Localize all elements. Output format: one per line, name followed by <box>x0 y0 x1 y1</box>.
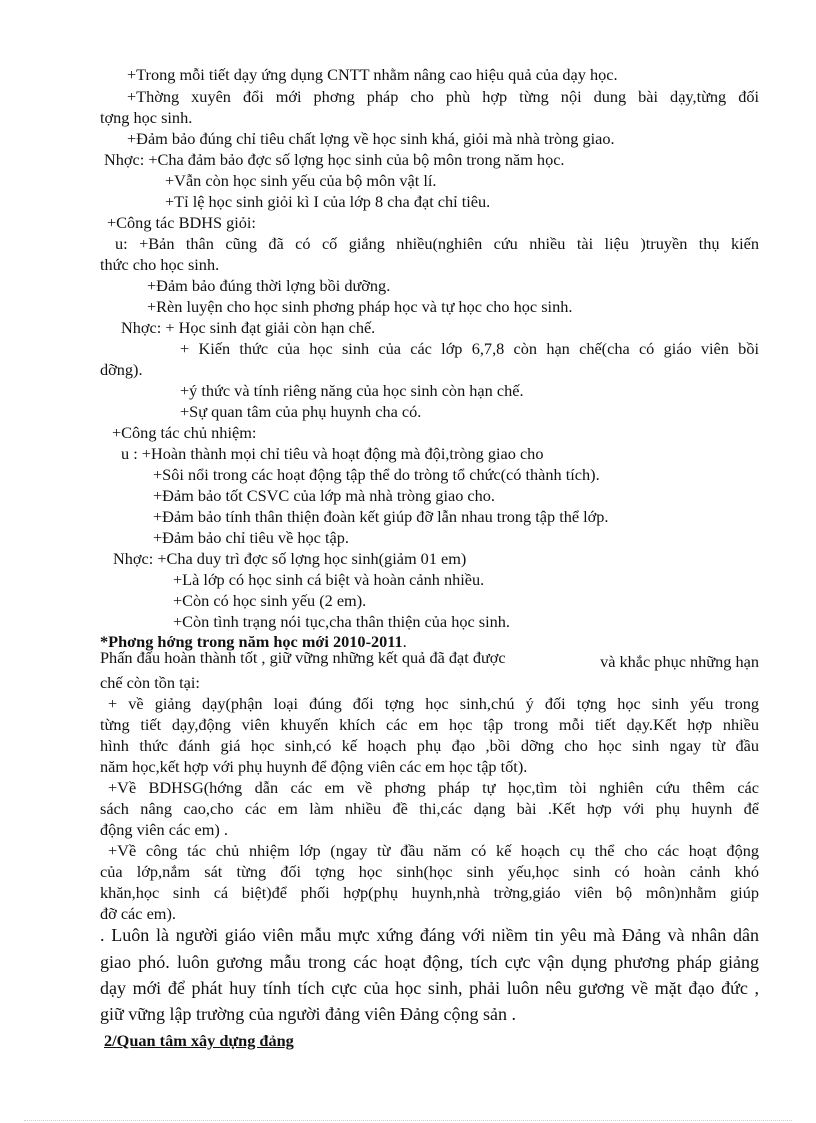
text-line: +Đảm bảo chỉ tiêu về học tập. <box>153 528 349 547</box>
text-line: động viên các em) . <box>100 820 228 839</box>
text-line: . Luôn là người giáo viên mẫu mực xứng đáng với niềm tin yêu mà Đảng và nhân dân <box>100 925 759 945</box>
text-line: +Đảm bảo đúng chỉ tiêu chất lợng về học sinh khá, giỏi mà nhà tròng giao. <box>127 129 615 148</box>
text-line: +Đảm bảo tính thân thiện đoàn kết giúp đỡ lẫn nhau trong tập thể lớp. <box>153 507 609 526</box>
text-line: Nhợc: +Cha đảm bảo đợc số lợng học sinh của bộ môn trong năm học. <box>104 150 565 169</box>
text-line: +Là lớp có học sinh cá biệt và hoàn cảnh nhiều. <box>173 570 485 589</box>
text-line: u : +Hoàn thành mọi chỉ tiêu và hoạt động mà đội,tròng giao cho <box>121 444 544 463</box>
text-line: đỡ các em). <box>100 904 176 923</box>
text-line: + về giảng dạy(phận loại đúng đối tợng học sinh,chú ý đối tợng học sinh yếu trong <box>108 694 759 713</box>
text-segment: và khắc phục những hạn <box>600 652 759 671</box>
text-line: u: +Bản thân cũng đã có cố giắng nhiều(nghiên cứu nhiều tài liệu )truyền thụ kiến <box>115 234 759 253</box>
section-title: Quan tâm xây dựng đảng <box>116 1031 294 1050</box>
text-line: thức cho học sinh. <box>100 255 220 274</box>
text-line: +Công tác chủ nhiệm: <box>112 423 257 442</box>
text-line: khăn,học sinh cá biệt)để phối hợp(phụ huynh,nhà trờng,giáo viên bộ môn)nhằm giúp <box>100 883 759 902</box>
text-line: +Còn tình trạng nói tục,cha thân thiện của học sinh. <box>173 612 510 631</box>
text-line: giao phó. luôn gương mẫu trong các hoạt động, tích cực vận dụng phương pháp giảng <box>100 952 759 972</box>
text-line: +Trong mỗi tiết dạy ứng dụng CNTT nhằm nâng cao hiệu quả của dạy học. <box>127 65 618 84</box>
text-line-mixed <box>100 648 759 674</box>
text-line: +Còn có học sinh yếu (2 em). <box>173 591 367 610</box>
text-line: dạy mới để phát huy tính tích cực của học sinh, phải luôn nêu gương về mặt đạo đức , <box>100 978 759 998</box>
section-heading-text: *Phơng hớng trong năm học mới 2010-2011 <box>100 632 403 651</box>
text-line: +Về công tác chủ nhiệm lớp (ngay từ đầu năm có kế hoạch cụ thể cho các hoạt động <box>108 841 759 860</box>
text-line: hình thức đánh giá học sinh,có kế hoạch phụ đạo ,bồi dỡng cho học sinh ngay từ đầu <box>100 736 759 755</box>
page-bottom-divider <box>24 1120 792 1121</box>
section-heading-2 <box>104 1031 294 1051</box>
text-line: dỡng). <box>100 360 143 379</box>
text-line: +Thờng xuyên đổi mới phơng pháp cho phù hợp từng nội dung bài dạy,từng đối <box>127 87 759 106</box>
text-line: +Công tác BDHS giỏi: <box>107 213 256 232</box>
text-line: Nhợc: + Học sinh đạt giải còn hạn chế. <box>121 318 376 337</box>
text-line: +Sôi nổi trong các hoạt động tập thể do tròng tổ chức(có thành tích). <box>153 465 600 484</box>
section-number: 2/ <box>104 1031 117 1050</box>
text-line: năm học,kết hợp với phụ huynh để động viên các em học tập tốt). <box>100 757 528 776</box>
text-line: của lớp,nắm sát từng đối tợng học sinh(học sinh yếu,học sinh có hoàn cảnh khó <box>100 862 759 881</box>
section-heading-period: . <box>402 632 407 651</box>
text-line: +Tỉ lệ học sinh giỏi kì I của lớp 8 cha đạt chỉ tiêu. <box>165 192 491 211</box>
text-line: Nhợc: +Cha duy trì đợc số lợng học sinh(giảm 01 em) <box>113 549 467 568</box>
text-line: sách nâng cao,cho các em làm nhiều đề thi,các dạng bài .Kết hợp với phụ huynh để <box>100 799 759 818</box>
text-line: + Kiến thức của học sinh của các lớp 6,7,8 còn hạn chế(cha có giáo viên bồi <box>180 339 759 358</box>
text-line: +ý thức và tính riêng năng của học sinh còn hạn chế. <box>180 381 524 400</box>
text-line: giữ vững lập trường của người đảng viên Đảng cộng sản . <box>100 1004 516 1024</box>
text-line: +Rèn luyện cho học sinh phơng pháp học và tự học cho học sinh. <box>147 297 573 316</box>
text-line: +Vẫn còn học sinh yếu của bộ môn vật lí. <box>165 171 437 190</box>
text-line: tợng học sinh. <box>100 108 193 127</box>
text-line: chế còn tồn tại: <box>100 673 200 692</box>
text-line: +Về BDHSG(hớng dẫn các em về phơng pháp tự học,tìm tòi nghiên cứu thêm các <box>108 778 759 797</box>
text-line: +Đảm bảo tốt CSVC của lớp mà nhà tròng giao cho. <box>153 486 496 505</box>
text-line: từng tiết dạy,động viên khuyến khích các em học tập trong mỗi tiết dạy.Kết hợp nhiều <box>100 715 759 734</box>
text-line: +Sự quan tâm của phụ huynh cha có. <box>180 402 422 421</box>
text-segment: Phấn đấu hoàn thành tốt , giữ vững những kết quả đã đạt được <box>100 648 506 667</box>
text-line: +Đảm bảo đúng thời lợng bồi dưỡng. <box>147 276 391 295</box>
